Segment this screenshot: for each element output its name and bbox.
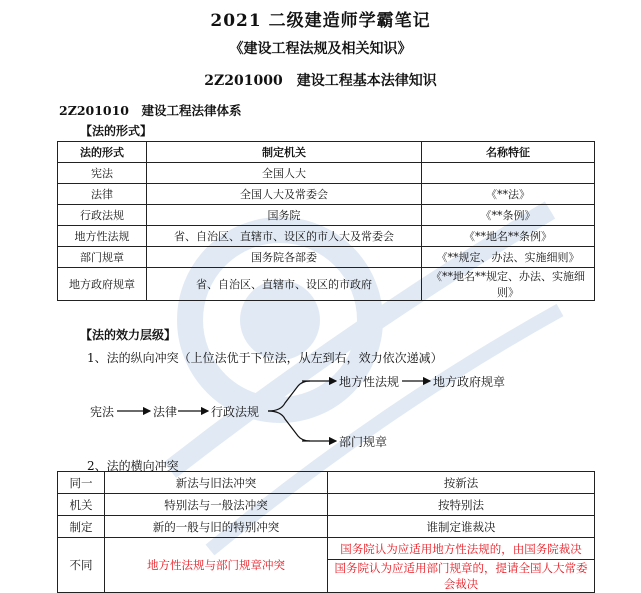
table-row — [58, 472, 595, 494]
table-header: 制定机关 — [147, 142, 422, 163]
chapter-heading: 2Z201000 建设工程基本法律知识 — [204, 73, 437, 89]
table-header-row — [58, 142, 595, 163]
book-subtitle: 《建设工程法规及相关知识》 — [229, 41, 412, 57]
bracket — [268, 411, 310, 441]
table-row — [58, 163, 595, 184]
table-row — [58, 516, 595, 538]
conflict-table — [57, 471, 595, 593]
side-label: 制定 — [58, 516, 105, 538]
flow-node-local-gov-rule: 地方政府规章 — [433, 375, 506, 389]
table-cell: 行政法规 — [58, 205, 147, 226]
table-row — [58, 226, 595, 247]
section-heading: 2Z201010 建设工程法律体系 — [59, 103, 242, 118]
table-cell — [422, 163, 595, 184]
table-cell: 省、自治区、直辖市、设区的市政府 — [147, 268, 422, 301]
side-label: 机关 — [58, 494, 105, 516]
table-cell-red: 国务院认为应适用部门规章的，提请全国人大常委会裁决 — [328, 560, 595, 593]
table-cell: 部门规章 — [58, 247, 147, 268]
table-cell: 《**条例》 — [422, 205, 595, 226]
table-row — [58, 247, 595, 268]
flow-node-law: 法律 — [153, 405, 178, 419]
table-cell: 宪法 — [58, 163, 147, 184]
flow-node-admin-regulation: 行政法规 — [211, 405, 260, 419]
side-label: 不同 — [58, 538, 105, 593]
vertical-conflict-text: 1、法的纵向冲突（上位法优于下位法，从左到右，效力依次递减） — [87, 351, 443, 365]
table-cell: 国务院各部委 — [147, 247, 422, 268]
table-cell: 按新法 — [328, 472, 595, 494]
table-cell: 全国人大 — [147, 163, 422, 184]
table-cell-red: 国务院认为应适用地方性法规的，由国务院裁决 — [328, 538, 595, 560]
page-title: 2021 二级建造师学霸笔记 — [210, 11, 431, 31]
table-cell: 地方政府规章 — [58, 268, 147, 301]
table-header: 名称特征 — [422, 142, 595, 163]
table-row — [58, 268, 595, 301]
table-cell: 按特别法 — [328, 494, 595, 516]
table-cell: 新的一般与旧的特别冲突 — [105, 516, 328, 538]
table-cell: 特别法与一般法冲突 — [105, 494, 328, 516]
table-cell: 新法与旧法冲突 — [105, 472, 328, 494]
flow-node-constitution: 宪法 — [90, 405, 115, 419]
flow-node-local-regulation: 地方性法规 — [339, 375, 400, 389]
legal-forms-table — [57, 141, 595, 301]
table-cell: 地方性法规 — [58, 226, 147, 247]
table-cell: 国务院 — [147, 205, 422, 226]
horizontal-conflict-text: 2、法的横向冲突 — [87, 459, 179, 473]
table-cell: 全国人大及常委会 — [147, 184, 422, 205]
table-row — [58, 205, 595, 226]
table-cell: 《**地名**规定、办法、实施细则》 — [422, 268, 595, 301]
table-row — [58, 494, 595, 516]
table-cell-red: 地方性法规与部门规章冲突 — [105, 538, 328, 593]
table-row — [58, 184, 595, 205]
table-cell: 《**法》 — [422, 184, 595, 205]
table-row — [58, 538, 595, 560]
effect-hierarchy-label: 【法的效力层级】 — [80, 328, 177, 342]
table-cell: 谁制定谁裁决 — [328, 516, 595, 538]
flow-node-dept-rule: 部门规章 — [339, 435, 388, 449]
side-label: 同一 — [58, 472, 105, 494]
forms-label: 【法的形式】 — [80, 124, 153, 138]
table-cell: 《**地名**条例》 — [422, 226, 595, 247]
hierarchy-flow-diagram — [80, 370, 510, 450]
table-cell: 法律 — [58, 184, 147, 205]
table-cell: 《**规定、办法、实施细则》 — [422, 247, 595, 268]
table-header: 法的形式 — [58, 142, 147, 163]
bracket — [268, 381, 310, 411]
table-cell: 省、自治区、直辖市、设区的市人大及常委会 — [147, 226, 422, 247]
